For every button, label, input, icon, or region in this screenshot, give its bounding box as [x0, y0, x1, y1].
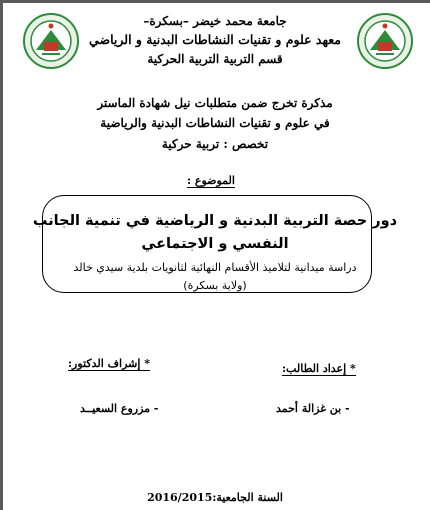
page-border-left	[0, 0, 3, 510]
university-name: جامعة محمد خيضر –بسكرة–	[143, 14, 287, 28]
institute-name: معهد علوم و تقنيات النشاطات البدنية و الرياضي	[89, 32, 341, 47]
academic-year: السنة الجامعية:2016/2015	[147, 491, 283, 504]
specialization: تخصص : تربية حركية	[161, 137, 269, 151]
thesis-description-line2: في علوم و تقنيات النشاطات البدنية والرياضية	[100, 116, 330, 130]
thesis-title-line2: النفسي و الاجتماعي	[141, 236, 289, 252]
department-name: قسم التربية التربية الحركية	[147, 52, 283, 66]
study-description-line1: دراسة ميدانية لتلاميذ الأقسام النهائية لثانويات بلدية سيدي خالد	[73, 261, 357, 274]
subject-label: الموضوع :	[187, 174, 235, 187]
thesis-description-line1: مذكرة تخرج ضمن متطلبات نيل شهادة الماستر	[97, 96, 333, 110]
supervisor-name: - مزروع السعيــد	[80, 402, 159, 415]
page-border-top	[0, 0, 430, 3]
student-label: * إعداد الطالب:	[282, 362, 356, 375]
thesis-title-line1: دور حصة التربية البدنية و الرياضية في تنمية الجانب	[32, 213, 398, 229]
study-description-line2: (ولاية بسكرة)	[183, 279, 247, 292]
supervisor-label: * إشراف الدكتور:	[68, 357, 151, 370]
student-name: - بن غزالة أحمد	[276, 402, 350, 415]
